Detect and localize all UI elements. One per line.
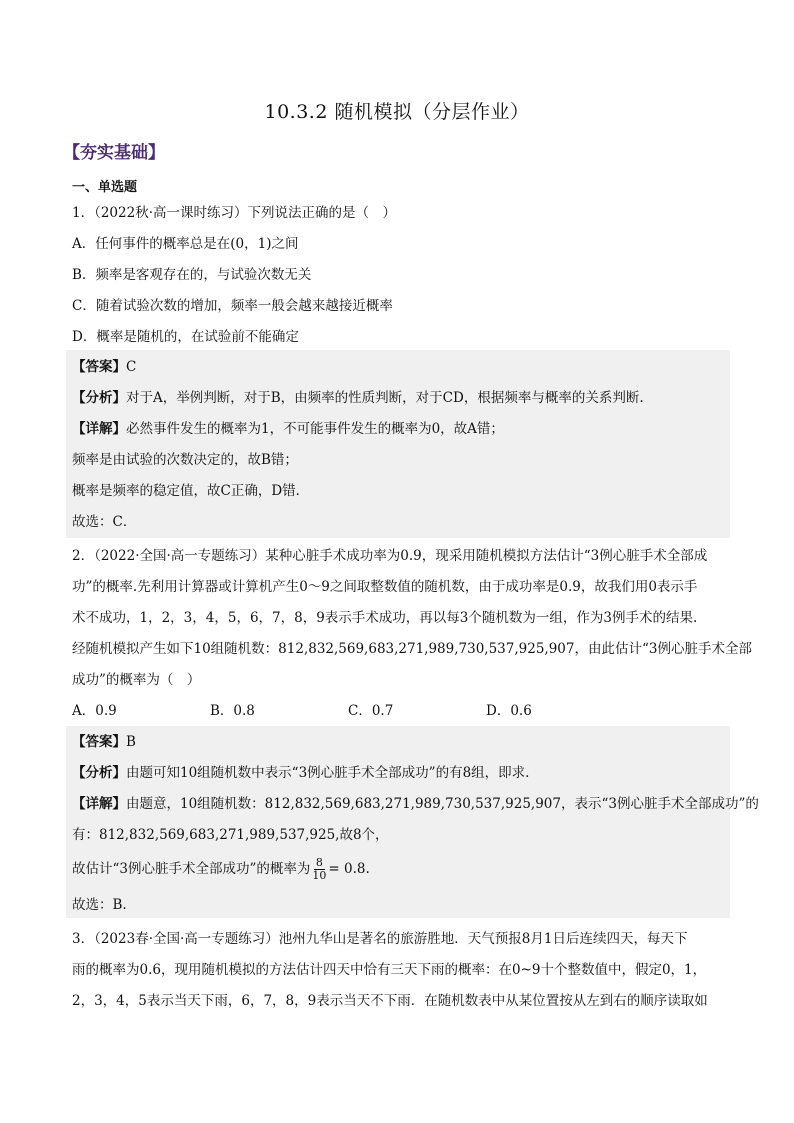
detail-label: 【详解】 <box>72 796 126 812</box>
q2-analysis-text: 由题可知10组随机数中表示“3例心脏手术全部成功”的有8组，即求. <box>126 765 530 781</box>
q1-option-d: D．概率是随机的，在试验前不能确定 <box>72 329 299 345</box>
q2-answer-value: B <box>126 734 136 750</box>
section-heading: 【夯实基础】 <box>63 143 165 163</box>
q2-analysis <box>72 763 732 783</box>
q2-estimate-prefix: 故估计“3例心脏手术全部成功”的概率为 <box>72 861 311 877</box>
q2-answer <box>72 732 732 752</box>
q3-stem-line-2: 雨的概率为0.6，现用随机模拟的方法估计四天中恰有三天下雨的概率：在0~9十个整数值中，假定0，1， <box>72 962 707 978</box>
q2-conclusion: 故选：B. <box>72 897 127 913</box>
fraction-numerator: 8 <box>315 856 323 869</box>
q2-estimate-suffix: = 0.8. <box>328 861 370 877</box>
q2-detail <box>72 794 759 814</box>
q3-stem-line-1: 3．（2023春·全国·高一专题练习）池州九华山是著名的旅游胜地．天气预报8月1日后连续四天，每天下 <box>72 931 688 947</box>
q1-detail-line-2: 频率是由试验的次数决定的，故B错； <box>72 452 298 468</box>
q2-option-c: C．0.7 <box>348 703 394 719</box>
q1-option-c: C．随着试验次数的增加，频率一般会越来越接近概率 <box>72 298 393 314</box>
fraction <box>312 857 326 882</box>
answer-label: 【答案】 <box>72 734 126 750</box>
q2-stem-line-5: 成功”的概率为（ ） <box>72 672 201 688</box>
q2-estimate <box>72 857 732 882</box>
q2-stem-line-1: 2．（2022·全国·高一专题练习）某种心脏手术成功率为0.9，现采用随机模拟方法估计“3例心脏手术全部成 <box>72 548 708 564</box>
q1-stem: 1．（2022秋·高一课时练习）下列说法正确的是（ ） <box>72 205 396 221</box>
q2-option-b: B．0.8 <box>210 703 255 719</box>
analysis-label: 【分析】 <box>72 390 126 406</box>
q1-answer <box>72 357 732 377</box>
fraction-denominator: 10 <box>312 869 327 882</box>
q1-analysis-text: 对于A，举例判断，对于B，由频率的性质判断，对于CD，根据频率与概率的关系判断. <box>126 390 644 406</box>
question-type-heading: 一、单选题 <box>72 180 138 195</box>
q1-detail-text: 必然事件发生的概率为1，不可能事件发生的概率为0，故A错； <box>126 421 504 437</box>
q2-stem-line-3: 术不成功，1，2，3，4，5，6，7，8，9表示手术成功，再以每3个随机数为一组，作为3例手术的结果. <box>72 610 698 626</box>
q1-analysis <box>72 388 732 408</box>
q1-answer-value: C <box>126 359 137 375</box>
detail-label: 【详解】 <box>72 421 126 437</box>
analysis-label: 【分析】 <box>72 765 126 781</box>
q2-options <box>72 701 732 721</box>
q2-stem-line-2: 功”的概率.先利用计算器或计算机产生0～9之间取整数值的随机数，由于成功率是0.9，故我们用0表示手 <box>72 579 698 595</box>
q2-option-d: D．0.6 <box>486 703 532 719</box>
q2-detail-text: 由题意，10组随机数：812,832,569,683,271,989,730,537,925,907，表示“3例心脏手术全部成功”的 <box>126 796 759 812</box>
q1-detail-line-3: 概率是频率的稳定值，故C正确，D错． <box>72 483 310 499</box>
q1-solution-block <box>66 350 730 538</box>
page-title: 10.3.2 随机模拟（分层作业） <box>264 101 530 123</box>
q1-option-a: A．任何事件的概率总是在(0，1)之间 <box>72 236 299 252</box>
q1-detail <box>72 419 732 439</box>
q2-solution-block <box>66 726 730 918</box>
q3-stem-line-3: 2，3，4，5表示当天下雨，6，7，8，9表示当天不下雨．在随机数表中从某位置按从左到右的顺序读取如 <box>72 993 708 1009</box>
q2-detail-line-2: 有：812,832,569,683,271,989,537,925,故8个， <box>72 827 389 843</box>
q1-option-b: B．频率是客观存在的，与试验次数无关 <box>72 267 312 283</box>
q1-conclusion: 故选：C． <box>72 514 137 530</box>
q2-option-a: A．0.9 <box>72 703 117 719</box>
answer-label: 【答案】 <box>72 359 126 375</box>
q2-stem-line-4: 经随机模拟产生如下10组随机数：812,832,569,683,271,989,730,537,925,907，由此估计“3例心脏手术全部 <box>72 641 752 657</box>
